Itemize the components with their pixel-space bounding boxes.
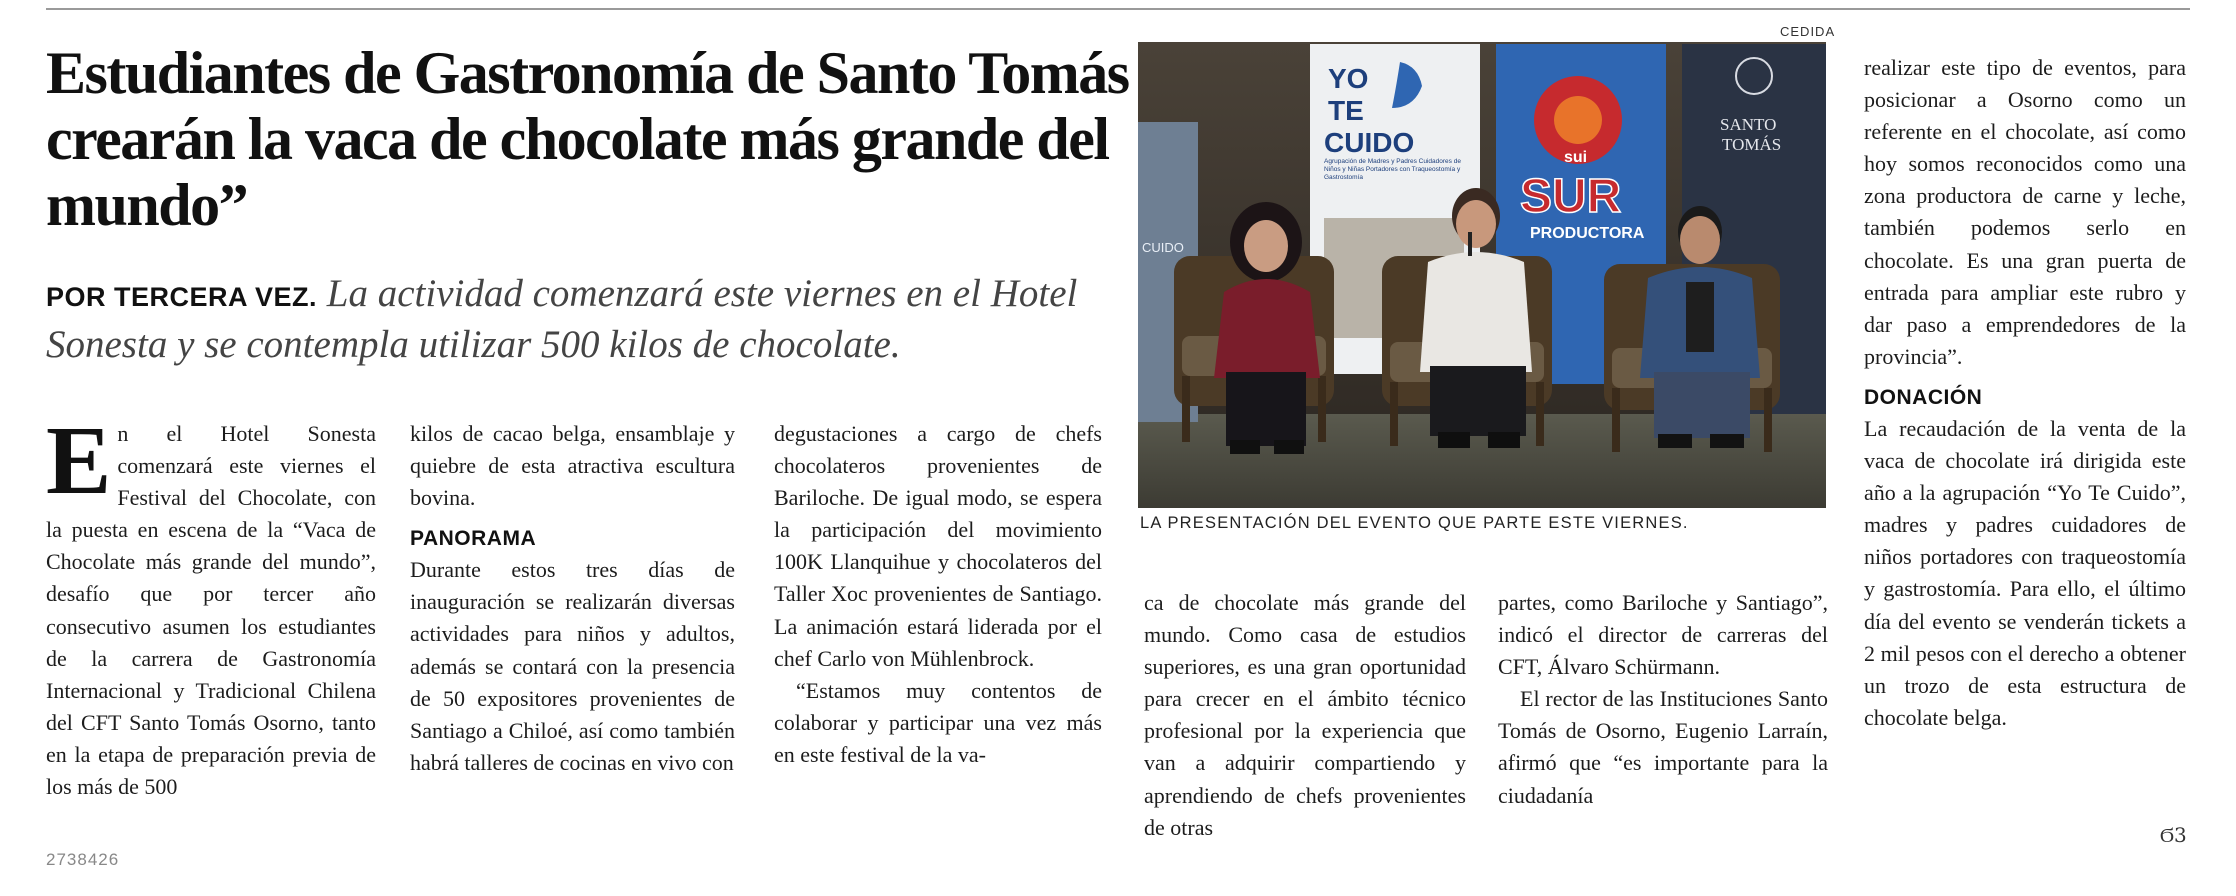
- column-4: [1144, 587, 1466, 844]
- top-rule: [46, 8, 2190, 10]
- photo-caption: LA PRESENTACIÓN DEL EVENTO QUE PARTE ESTE VIERNES.: [1140, 514, 1689, 532]
- column-3: [774, 418, 1102, 771]
- headline: Estudiantes de Gastronomía de Santo Tomás crearán la vaca de chocolate más grande del mundo”: [46, 40, 1129, 238]
- paragraph-quote-director-cont: ca de chocolate más grande del mundo. Como casa de estudios superiores, es una gran oportunidad para crecer en el ámbito técnico profesional por la experiencia que van a adquirir compartiendo y aprendiendo de chefs provenientes de otras: [1144, 590, 1466, 840]
- column-6: [1864, 52, 2186, 734]
- sun-logo-inner: [1554, 96, 1602, 144]
- paragraph-panorama: Durante estos tres días de inauguración se realizarán diversas actividades para niños y adultos, además se contará con la presencia de 50 expositores provenientes de Santiago a Chiloé, así como también habrá talleres de cocinas en vivo con: [410, 557, 735, 775]
- column-1: [46, 407, 376, 803]
- paragraph-intro: n el Hotel Sonesta comenzará este viernes el Festival del Chocolate, con la puesta en escena de la “Vaca de Chocolate más grande del mundo”, desafío que por tercer año consecutivo asumen los estudiantes de la carrera de Gastronomía Internacional y Tradicional Chilena del CFT Santo Tomás Osorno, tanto en la etapa de preparación previa de los más de 500: [46, 421, 376, 800]
- paragraph-quote-director-end: partes, como Bariloche y Santiago”, indicó el director de carreras del CFT, Álvaro Schürmann.: [1498, 590, 1828, 680]
- subhead: [46, 270, 1126, 369]
- photo-credit: CEDIDA: [1780, 24, 1836, 39]
- paragraph-donacion: La recaudación de la venta de la vaca de chocolate irá dirigida este año a la agrupación “Yo Te Cuido”, madres y padres cuidadores de niños portadores con traqueostomía y gastrostomía. Para ello, el último día del evento se venderán tickets a 2 mil pesos con el derecho a obtener un trozo de esta estructura de chocolate belga.: [1864, 415, 2186, 730]
- santo-tomas-line1: SANTO: [1720, 115, 1777, 134]
- column-5: [1498, 587, 1828, 812]
- paragraph-rector: El rector de las Instituciones Santo Tomás de Osorno, Eugenio Larraín, afirmó que “es importante para la ciudadanía: [1498, 686, 1828, 808]
- subhead-kicker: POR TERCERA VEZ.: [46, 282, 318, 312]
- santo-tomas-line2: TOMÁS: [1722, 135, 1782, 154]
- dropcap: E: [46, 407, 112, 515]
- banner-yo-te-cuido-small-text: Agrupación de Madres y Padres Cuidadores de Niños y Niñas Portadores con Traqueostomía y Gastrostomía: [1324, 158, 1461, 181]
- paragraph-rector-cont: realizar este tipo de eventos, para posicionar a Osorno como un referente en el chocolate, así como hoy somos reconocidos como una zona productora de carne y leche, también podemos serlo en chocolate. Es una gran puerta de entrada para ampliar este rubro y dar paso a emprendedores de la provincia”.: [1864, 55, 2186, 369]
- subhead-text: La actividad comenzará este viernes en el Hotel Sonesta y se contempla utilizar 500 kilos de chocolate.: [46, 272, 1078, 366]
- banner-te-text: TE: [1328, 95, 1364, 126]
- end-mark: Ϭ3: [2160, 823, 2187, 847]
- productora-text: PRODUCTORA: [1530, 225, 1645, 242]
- sur-logo-top-text: sui: [1564, 149, 1588, 166]
- paragraph-intro-cont: kilos de cacao belga, ensamblaje y quiebre de esta atractiva escultura bovina.: [410, 421, 735, 511]
- banner-cuido-text: CUIDO: [1324, 127, 1415, 158]
- heading-donacion: DONACIÓN: [1864, 385, 1983, 409]
- clip-id: 2738426: [46, 850, 120, 869]
- banner-yo-text: YO: [1328, 63, 1369, 94]
- paragraph-panorama-cont: degustaciones a cargo de chefs chocolateros provenientes de Bariloche. De igual modo, se espera la participación del movimiento 100K Llanquihue y chocolateros del Taller Xoc provenientes de Santiago. La animación estará liderada por el chef Carlo von Mühlenbrock.: [774, 421, 1102, 671]
- column-2: [410, 418, 735, 779]
- heading-panorama: PANORAMA: [410, 527, 537, 551]
- event-photo: [1138, 42, 1826, 508]
- sur-logo-text: SUR: [1520, 170, 1622, 223]
- paragraph-quote-director: “Estamos muy contentos de colaborar y participar una vez más en este festival de la va-: [774, 677, 1102, 767]
- left-edge-banner-text: CUIDO: [1142, 240, 1184, 255]
